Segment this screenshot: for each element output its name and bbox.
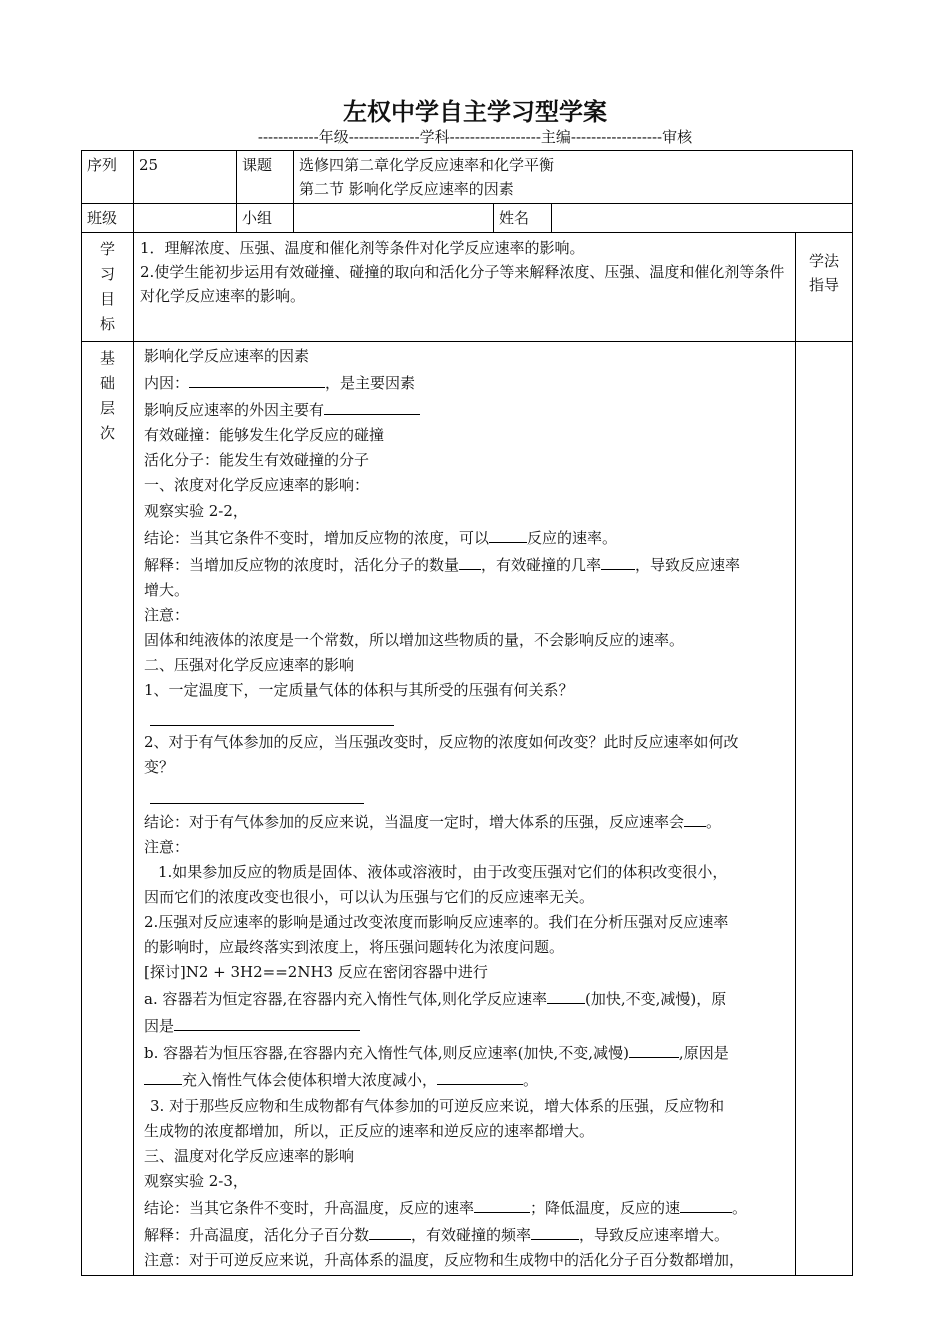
text-line: 3. 对于那些反应物和生成物都有气体参加的可逆反应来说，增大体系的压强，反应物和 xyxy=(150,1096,725,1115)
text-line: 结论：当其它条件不变时，升高温度，反应的速率 ；降低温度，反应的速 。 xyxy=(144,1194,787,1221)
basics-content xyxy=(134,342,796,1276)
answer-blank[interactable] xyxy=(601,551,635,570)
answer-blank[interactable] xyxy=(547,985,585,1004)
answer-blank[interactable] xyxy=(369,1221,411,1240)
topic-label: 课题 xyxy=(237,151,294,204)
topic-line-2: 第二节 影响化学反应速率的因素 xyxy=(299,180,514,198)
row-topic xyxy=(82,151,853,204)
text-line: 结论：当其它条件不变时，增加反应物的浓度，可以 反应的速率。 xyxy=(144,524,787,551)
text-line: 因而它们的浓度改变也很小，可以认为压强与它们的反应速率无关。 xyxy=(144,887,595,906)
text-line: 内因： ，是主要因素 xyxy=(144,369,787,396)
seq-value: 25 xyxy=(134,151,237,204)
text-line: a. 容器若为恒定容器,在容器内充入惰性气体,则化学反应速率 (加快,不变,减慢)，原 xyxy=(144,985,787,1012)
text-line: 注意： xyxy=(144,605,190,624)
section-heading: 三、温度对化学反应速率的影响 xyxy=(144,1146,355,1165)
answer-line[interactable] xyxy=(150,703,394,726)
answer-blank[interactable] xyxy=(489,524,527,543)
answer-blank[interactable] xyxy=(437,1066,523,1085)
section-heading: 二、压强对化学反应速率的影响 xyxy=(144,656,355,675)
text-line: 注意： xyxy=(144,837,190,856)
class-label: 班级 xyxy=(82,204,134,233)
answer-blank[interactable] xyxy=(174,1012,360,1031)
topic-line-1: 选修四第二章化学反应速率和化学平衡 xyxy=(299,156,555,174)
text-line: 影响化学反应速率的因素 xyxy=(144,347,310,365)
text-line: 解释：升高温度，活化分子百分数 ，有效碰撞的频率 ，导致反应速率增大。 xyxy=(144,1221,787,1248)
answer-blank[interactable] xyxy=(324,396,420,415)
answer-blank[interactable] xyxy=(474,1194,530,1213)
text-line: 1.如果参加反应的物质是固体、液体或溶液时，由于改变压强对它们的体积改变很小， xyxy=(158,862,728,881)
answer-blank[interactable] xyxy=(189,369,325,388)
name-label: 姓名 xyxy=(494,204,552,233)
answer-line[interactable] xyxy=(150,781,364,804)
goals-content xyxy=(134,233,796,342)
goal-item-2: 2.使学生能初步运用有效碰撞、碰撞的取向和活化分子等来解释浓度、压强、温度和催化剂等条件对化学反应速率的影响。 xyxy=(140,263,785,305)
answer-blank[interactable] xyxy=(531,1221,579,1240)
seq-label: 序列 xyxy=(82,151,134,204)
text-line: 观察实验 2-2， xyxy=(144,501,248,520)
text-line: b. 容器若为恒压容器,在容器内充入惰性气体,则反应速率(加快,不变,减慢) ,原因是 xyxy=(144,1039,787,1066)
row-goals xyxy=(82,233,853,342)
name-value[interactable] xyxy=(552,204,853,233)
class-value[interactable] xyxy=(134,204,237,233)
basics-label: 基 础 层 次 xyxy=(82,342,134,1276)
answer-blank[interactable] xyxy=(144,1066,182,1085)
answer-blank[interactable] xyxy=(684,808,706,827)
method-guide-label: 学法 指导 xyxy=(796,233,853,342)
topic-cell xyxy=(294,151,853,204)
group-label: 小组 xyxy=(237,204,294,233)
text-line: 变？ xyxy=(144,758,175,777)
study-sheet-table xyxy=(81,150,853,1276)
answer-blank[interactable] xyxy=(629,1039,679,1058)
answer-blank[interactable] xyxy=(459,551,481,570)
text-line: 充入惰性气体会使体积增大浓度减小， 。 xyxy=(144,1066,787,1093)
text-line: 注意：对于可逆反应来说，升高体系的温度，反应物和生成物中的活化分子百分数都增加， xyxy=(144,1251,745,1270)
text-line: [探讨]N2 + 3H2==2NH3 反应在密闭容器中进行 xyxy=(144,963,488,982)
text-line: 影响反应速率的外因主要有 xyxy=(144,396,787,423)
row-basics xyxy=(82,342,853,1276)
text-line: 观察实验 2-3， xyxy=(144,1171,248,1190)
method-guide-cell xyxy=(796,342,853,1276)
text-line: 2、对于有气体参加的反应，当压强改变时，反应物的浓度如何改变？此时反应速率如何改 xyxy=(144,733,739,752)
section-heading: 一、浓度对化学反应速率的影响： xyxy=(144,476,370,495)
text-line: 活化分子：能发生有效碰撞的分子 xyxy=(144,451,370,470)
goals-label: 学 习 目 标 xyxy=(82,233,134,342)
text-line: 有效碰撞：能够发生化学反应的碰撞 xyxy=(144,426,385,445)
text-line: 结论：对于有气体参加的反应来说，当温度一定时，增大体系的压强，反应速率会 。 xyxy=(144,808,787,835)
answer-blank[interactable] xyxy=(680,1194,732,1213)
text-line: 增大。 xyxy=(144,580,190,599)
group-value[interactable] xyxy=(294,204,494,233)
goal-item-1: 1．理解浓度、压强、温度和催化剂等条件对化学反应速率的影响。 xyxy=(140,239,585,257)
page-subtitle: ------------年级--------------学科------------------主编------------------审核 xyxy=(257,128,693,146)
page-title: 左权中学自主学习型学案 xyxy=(343,98,607,126)
text-line: 解释：当增加反应物的浓度时，活化分子的数量 ，有效碰撞的几率 ，导致反应速率 xyxy=(144,551,787,578)
text-line: 固体和纯液体的浓度是一个常数，所以增加这些物质的量，不会影响反应的速率。 xyxy=(144,631,685,650)
row-class xyxy=(82,204,853,233)
text-line: 2.压强对反应速率的影响是通过改变浓度而影响反应速率的。我们在分析压强对反应速率 xyxy=(144,912,729,931)
text-line: 因是 xyxy=(144,1012,787,1039)
text-line: 生成物的浓度都增加，所以，正反应的速率和逆反应的速率都增大。 xyxy=(144,1121,595,1140)
text-line: 1、一定温度下，一定质量气体的体积与其所受的压强有何关系？ xyxy=(144,681,574,700)
text-line: 的影响时，应最终落实到浓度上，将压强问题转化为浓度问题。 xyxy=(144,937,565,956)
